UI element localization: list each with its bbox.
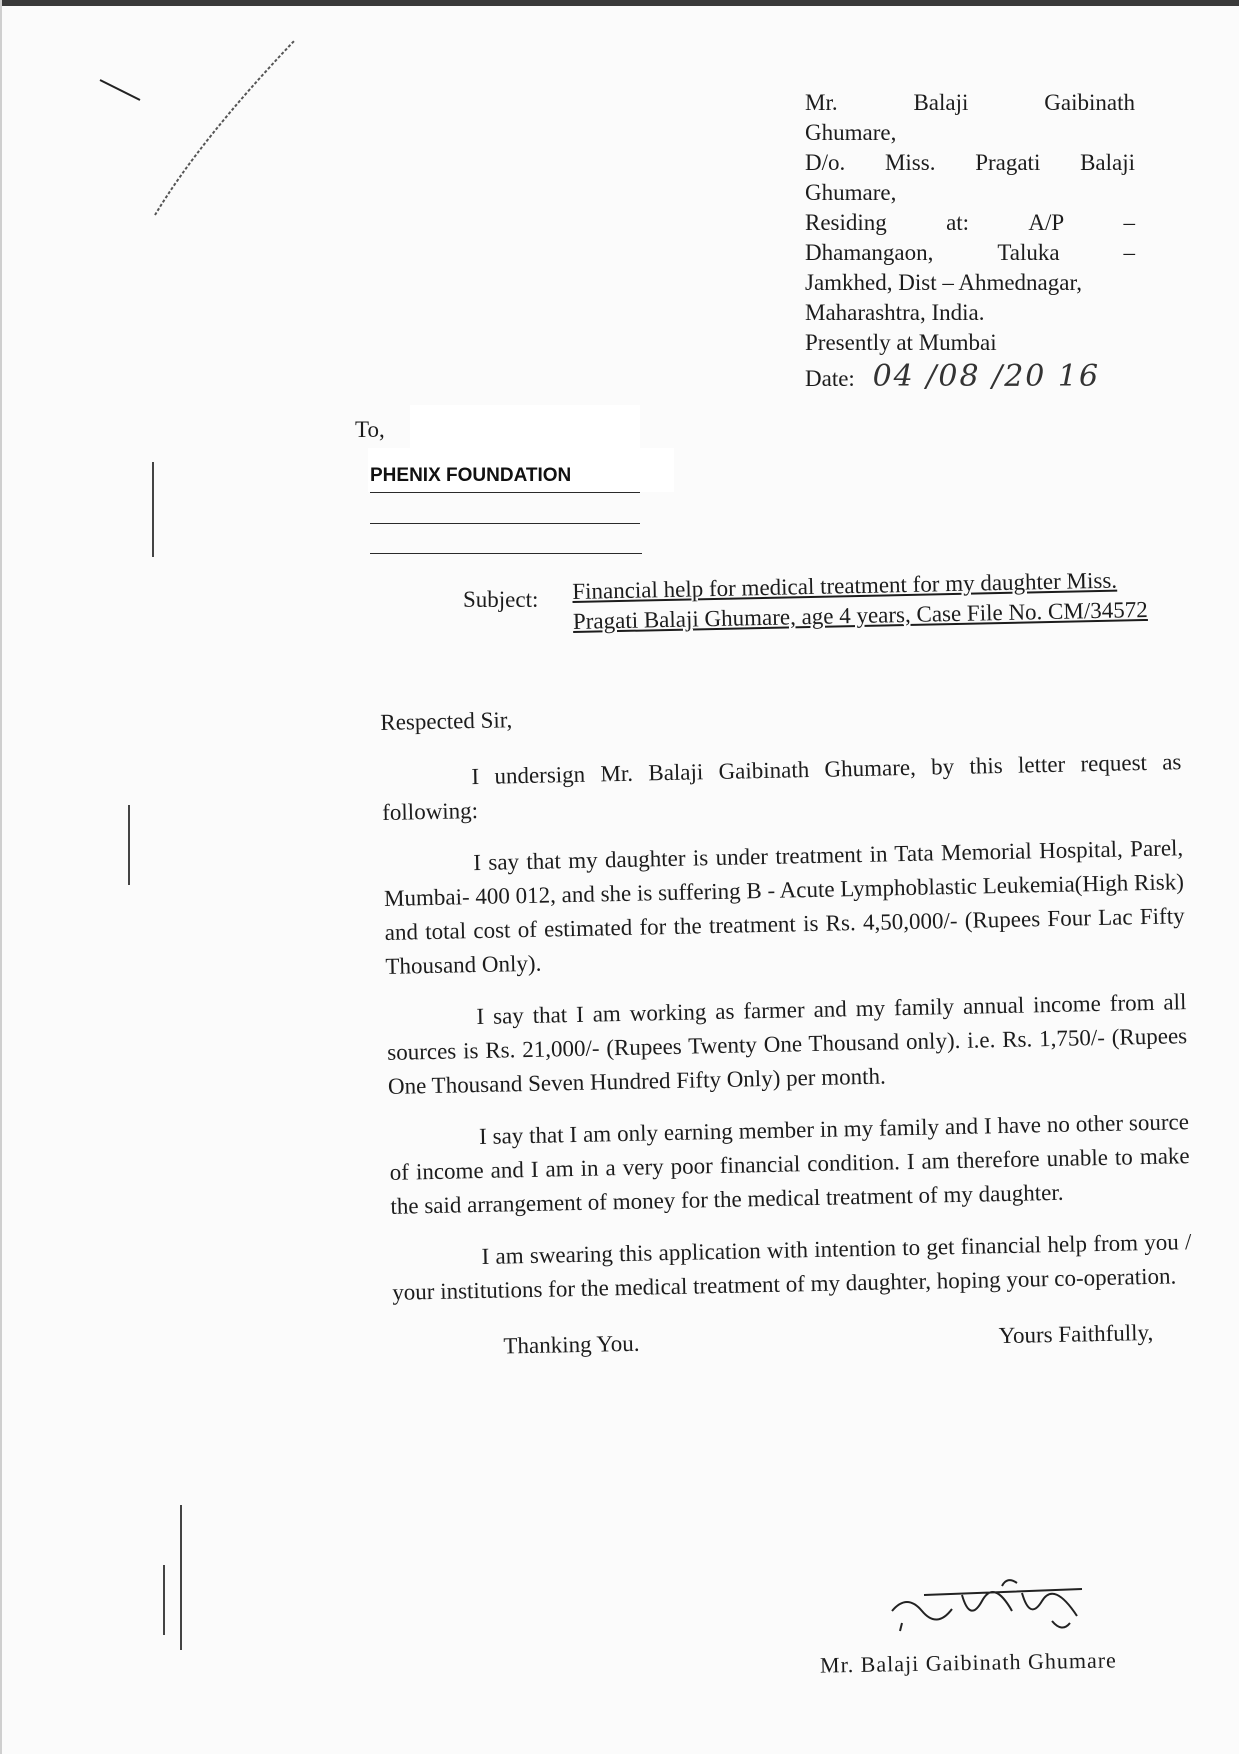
body-paragraph: I say that I am working as farmer and my family annual income from all sources is Rs. 21,000/- (Rupees Twenty One Thousand only). i.e. Rs. 1,750/- (Rupees One Thousand Seven Hundred Fifty Only) per month. (386, 989, 1188, 1099)
address-word: – (1123, 210, 1135, 235)
address-word: at: (946, 210, 970, 235)
scan-left-edge (0, 0, 2, 1754)
date-label: Date: (805, 366, 855, 391)
body-paragraph: I am swearing this application with intention to get financial help from you / your institutions for the medical treatment of my daughter, hoping your co-operation. (392, 1229, 1192, 1305)
village-line (805, 238, 1135, 268)
handwritten-date: 04 /08 /20 16 (872, 359, 1101, 394)
daughter-surname: Ghumare, (805, 180, 897, 205)
address-word: Mr. (805, 90, 838, 115)
handwritten-signature (882, 1571, 1102, 1641)
address-word: A/P (1028, 210, 1065, 235)
scan-top-edge (0, 0, 1239, 6)
address-word: – (1123, 240, 1135, 265)
yours-faithfully: Yours Faithfully, (998, 1319, 1154, 1349)
address-word: Balaji (913, 90, 969, 115)
sender-address (805, 88, 1135, 394)
thanking-text: Thanking You. (503, 1330, 640, 1359)
sender-surname: Ghumare, (805, 120, 897, 145)
address-word: Miss. (884, 150, 936, 175)
residing-line (805, 208, 1135, 238)
scan-mark (180, 1505, 182, 1650)
body-paragraph: I say that I am only earning member in my family and I have no other source of income and I am in a very poor financial condition. I am therefore unable to make the said arrangement of money for the medical treatment of my daughter. (389, 1109, 1190, 1219)
presently-line: Presently at Mumbai (805, 330, 997, 355)
subject-label: Subject: (463, 587, 539, 612)
address-word: Gaibinath (1044, 90, 1135, 115)
scan-mark (152, 462, 154, 557)
state-line: Maharashtra, India. (805, 300, 985, 325)
address-rule (370, 523, 640, 524)
address-rule (370, 553, 642, 554)
body-paragraph: I undersign Mr. Balaji Gaibinath Ghumare, by this letter request as following: (381, 749, 1182, 825)
sender-name-line (805, 88, 1135, 118)
address-word: D/o. (805, 150, 846, 175)
scan-mark (128, 805, 130, 885)
scan-mark (163, 1565, 165, 1635)
address-word: Balaji (1080, 150, 1135, 175)
letter-body (380, 689, 1194, 1366)
scan-artifact-strokes (80, 20, 320, 240)
recipient-organization: PHENIX FOUNDATION (370, 465, 572, 486)
to-label: To, (355, 417, 385, 442)
body-paragraph: I say that my daughter is under treatment in Tata Memorial Hospital, Parel, Mumbai- 400 012, and she is suffering B - Acute Lymphoblastic Leukemia(High Risk) and total cost of estimated for the treatment is Rs. 4,50,000/- (Rupees Four Lac Fifty Thousand Only). (383, 835, 1185, 979)
subject-text: Financial help for medical treatment for my daughter Miss. Pragati Balaji Ghumare, age 4 years, Case File No. CM/34572 (572, 567, 1148, 634)
daughter-name-line (805, 148, 1135, 178)
date-line (805, 359, 1135, 394)
salutation: Respected Sir, (380, 707, 513, 735)
closing-row (393, 1315, 1194, 1366)
signer-name: Mr. Balaji Gaibinath Ghumare (819, 1647, 1118, 1678)
address-rule (370, 492, 640, 493)
address-word: Residing (805, 210, 887, 235)
district-line: Jamkhed, Dist – Ahmednagar, (805, 270, 1082, 295)
address-word: Pragati (975, 150, 1041, 175)
address-word: Dhamangaon, (805, 240, 934, 265)
address-word: Taluka (997, 240, 1060, 265)
